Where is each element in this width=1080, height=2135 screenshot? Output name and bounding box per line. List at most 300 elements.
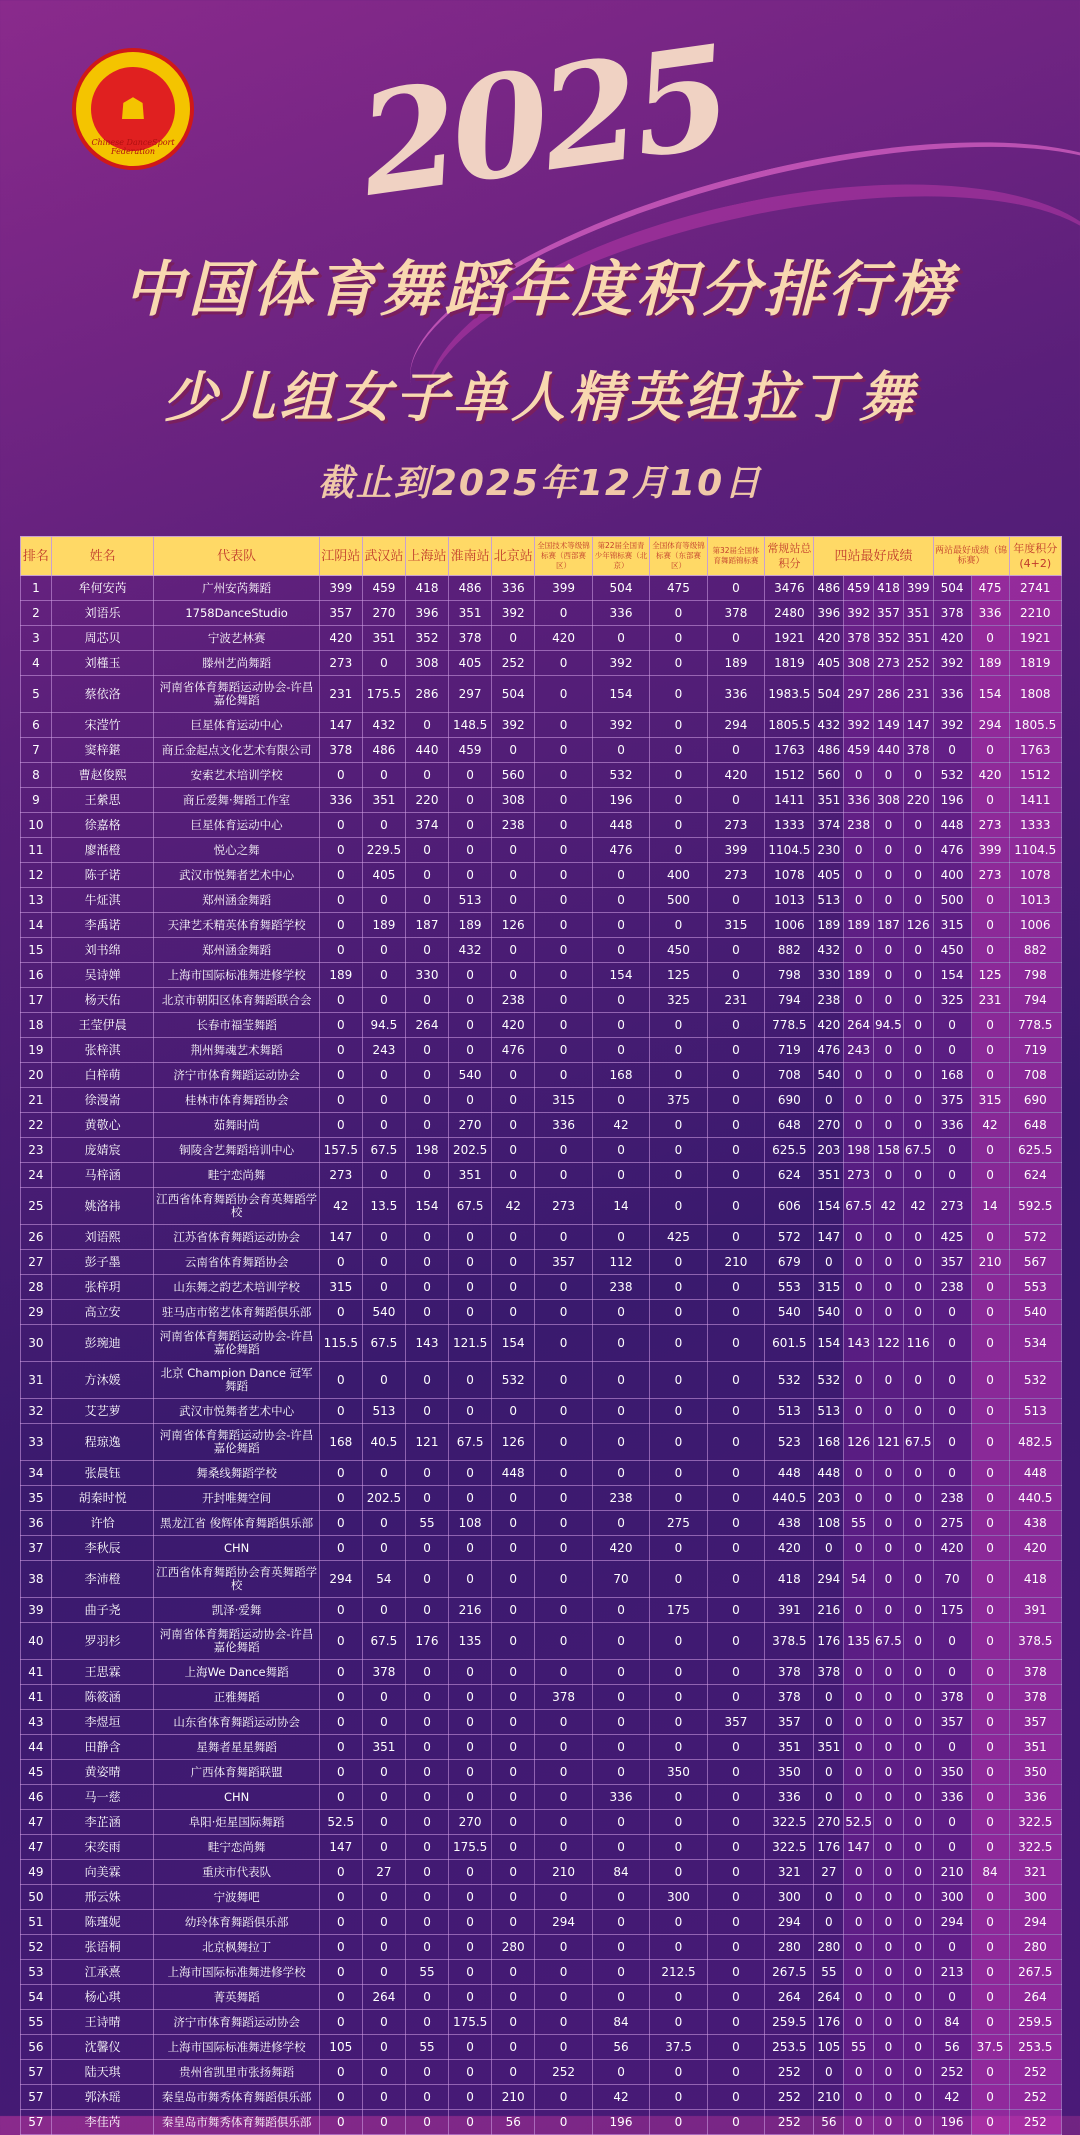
score-cell: 0 (903, 1960, 933, 1985)
table-row (21, 1399, 1062, 1424)
score-cell: 286 (405, 676, 448, 713)
team-cell: 宁波舞吧 (154, 1885, 319, 1910)
score-cell: 0 (492, 1561, 535, 1598)
score-cell: 420 (592, 1536, 649, 1561)
score-cell: 1411 (1009, 788, 1061, 813)
score-cell: 0 (592, 1685, 649, 1710)
score-cell: 504 (933, 576, 971, 601)
score-cell: 0 (707, 1860, 764, 1885)
score-cell: 0 (319, 2060, 362, 2085)
score-cell: 432 (449, 938, 492, 963)
score-cell: 0 (362, 1835, 405, 1860)
score-cell: 0 (492, 1063, 535, 1088)
score-cell: 1006 (1009, 913, 1061, 938)
score-cell: 154 (405, 1188, 448, 1225)
score-cell: 0 (650, 601, 707, 626)
score-cell: 0 (971, 1275, 1009, 1300)
score-cell: 0 (707, 1511, 764, 1536)
score-cell: 0 (535, 1063, 592, 1088)
page-subtitle: 少儿组女子单人精英组拉丁舞 (163, 366, 917, 429)
score-cell: 0 (535, 1623, 592, 1660)
score-cell: 175.5 (449, 2010, 492, 2035)
score-cell: 0 (492, 2035, 535, 2060)
score-cell: 378 (933, 601, 971, 626)
score-cell: 0 (650, 713, 707, 738)
score-cell: 0 (844, 1760, 874, 1785)
score-cell: 0 (535, 1461, 592, 1486)
score-cell: 540 (814, 1300, 844, 1325)
score-cell: 532 (933, 763, 971, 788)
score-cell: 210 (933, 1860, 971, 1885)
table-row (21, 1785, 1062, 1810)
score-cell: 0 (319, 1598, 362, 1623)
score-cell: 0 (535, 1399, 592, 1424)
score-cell: 351 (903, 626, 933, 651)
team-cell: 郑州涵金舞蹈 (154, 938, 319, 963)
score-cell: 0 (319, 2110, 362, 2135)
score-cell: 378 (765, 1685, 814, 1710)
score-cell: 420 (535, 626, 592, 651)
score-cell: 55 (844, 2035, 874, 2060)
score-cell: 315 (933, 913, 971, 938)
score-cell: 0 (874, 1835, 904, 1860)
score-cell: 624 (1009, 1163, 1061, 1188)
score-cell: 0 (971, 1424, 1009, 1461)
score-cell: 0 (535, 1163, 592, 1188)
name-cell: 李沛橙 (51, 1561, 154, 1598)
rank-cell: 36 (21, 1511, 52, 1536)
score-cell: 210 (971, 1250, 1009, 1275)
score-cell: 532 (492, 1362, 535, 1399)
score-cell: 378 (1009, 1685, 1061, 1710)
score-cell: 0 (971, 1760, 1009, 1785)
score-cell: 0 (362, 2110, 405, 2135)
score-cell: 0 (535, 763, 592, 788)
score-cell: 0 (844, 1885, 874, 1910)
score-cell: 203 (814, 1486, 844, 1511)
score-cell: 0 (492, 1399, 535, 1424)
name-cell: 周芯贝 (51, 626, 154, 651)
score-cell: 0 (844, 1113, 874, 1138)
col-best-four: 四站最好成绩 (814, 537, 933, 576)
score-cell: 0 (650, 1188, 707, 1225)
score-cell: 0 (319, 1113, 362, 1138)
table-row (21, 1685, 1062, 1710)
team-cell: 天津艺禾精英体育舞蹈学校 (154, 913, 319, 938)
score-cell: 418 (765, 1561, 814, 1598)
score-cell: 294 (765, 1910, 814, 1935)
score-cell: 189 (707, 651, 764, 676)
cutoff-date: 截止到2025年12月10日 (317, 463, 763, 504)
score-cell: 0 (449, 1461, 492, 1486)
name-cell: 牟何安芮 (51, 576, 154, 601)
table-row (21, 2110, 1062, 2135)
name-cell: 曹赵俊熙 (51, 763, 154, 788)
score-cell: 0 (874, 2085, 904, 2110)
score-cell: 0 (844, 2085, 874, 2110)
score-cell: 264 (1009, 1985, 1061, 2010)
score-cell: 0 (814, 1710, 844, 1735)
table-row (21, 1660, 1062, 1685)
score-cell: 264 (362, 1985, 405, 2010)
score-cell: 0 (903, 1163, 933, 1188)
score-cell: 0 (707, 1598, 764, 1623)
score-cell: 0 (933, 1985, 971, 2010)
name-cell: 李禹诺 (51, 913, 154, 938)
score-cell: 0 (405, 988, 448, 1013)
score-cell: 459 (362, 576, 405, 601)
score-cell: 125 (971, 963, 1009, 988)
score-cell: 0 (971, 1561, 1009, 1598)
table-row (21, 1138, 1062, 1163)
score-cell: 0 (650, 1710, 707, 1735)
table-row (21, 1561, 1062, 1598)
score-cell: 0 (971, 1486, 1009, 1511)
score-cell: 475 (650, 576, 707, 601)
score-cell: 252 (765, 2085, 814, 2110)
score-cell: 0 (707, 2060, 764, 2085)
score-cell: 0 (535, 1835, 592, 1860)
name-cell: 王莹伊晨 (51, 1013, 154, 1038)
score-cell: 0 (844, 1225, 874, 1250)
score-cell: 0 (492, 1885, 535, 1910)
score-cell: 0 (971, 2085, 1009, 2110)
score-cell: 0 (592, 1163, 649, 1188)
score-cell: 176 (814, 1623, 844, 1660)
score-cell: 1333 (765, 813, 814, 838)
score-cell: 0 (650, 651, 707, 676)
score-cell: 231 (971, 988, 1009, 1013)
score-cell: 0 (707, 1623, 764, 1660)
score-cell: 231 (319, 676, 362, 713)
score-cell: 405 (449, 651, 492, 676)
table-row (21, 963, 1062, 988)
score-cell: 0 (650, 1785, 707, 1810)
score-cell: 270 (449, 1810, 492, 1835)
team-cell: 畦宁恋尚舞 (154, 1163, 319, 1188)
score-cell: 392 (492, 713, 535, 738)
score-cell: 67.5 (903, 1138, 933, 1163)
score-cell: 0 (449, 1785, 492, 1810)
score-cell: 0 (874, 938, 904, 963)
table-row (21, 913, 1062, 938)
score-cell: 0 (405, 1660, 448, 1685)
score-cell: 300 (1009, 1885, 1061, 1910)
score-cell: 0 (362, 888, 405, 913)
score-cell: 0 (707, 1424, 764, 1461)
score-cell: 0 (405, 1935, 448, 1960)
rank-cell: 19 (21, 1038, 52, 1063)
score-cell: 168 (933, 1063, 971, 1088)
score-cell: 308 (405, 651, 448, 676)
table-row (21, 1810, 1062, 1835)
rank-cell: 54 (21, 1985, 52, 2010)
score-cell: 0 (535, 1536, 592, 1561)
team-cell: 江西省体育舞蹈协会育英舞蹈学校 (154, 1561, 319, 1598)
score-cell: 0 (844, 1785, 874, 1810)
name-cell: 邢云姝 (51, 1885, 154, 1910)
col-wuhan: 武汉站 (362, 537, 405, 576)
table-row (21, 1910, 1062, 1935)
table-row (21, 1424, 1062, 1461)
score-cell: 438 (1009, 1511, 1061, 1536)
rank-cell: 38 (21, 1561, 52, 1598)
score-cell: 399 (707, 838, 764, 863)
score-cell: 418 (874, 576, 904, 601)
score-cell: 0 (449, 1710, 492, 1735)
table-row (21, 2035, 1062, 2060)
federation-logo (72, 48, 194, 170)
score-cell: 500 (650, 888, 707, 913)
score-cell: 0 (707, 1785, 764, 1810)
score-cell: 336 (535, 1113, 592, 1138)
score-cell: 189 (844, 963, 874, 988)
score-cell: 264 (765, 1985, 814, 2010)
score-cell: 0 (903, 1860, 933, 1885)
score-cell: 252 (492, 651, 535, 676)
rank-cell: 27 (21, 1250, 52, 1275)
score-cell: 0 (405, 1362, 448, 1399)
score-cell: 0 (492, 1785, 535, 1810)
score-cell: 0 (874, 1300, 904, 1325)
score-cell: 476 (814, 1038, 844, 1063)
score-cell: 540 (765, 1300, 814, 1325)
score-cell: 0 (933, 1810, 971, 1835)
score-cell: 794 (765, 988, 814, 1013)
score-cell: 238 (844, 813, 874, 838)
score-cell: 336 (933, 1113, 971, 1138)
score-cell: 0 (707, 1486, 764, 1511)
score-cell: 351 (362, 1735, 405, 1760)
score-cell: 322.5 (1009, 1835, 1061, 1860)
score-cell: 0 (971, 1710, 1009, 1735)
score-cell: 0 (362, 1163, 405, 1188)
score-cell: 0 (405, 2085, 448, 2110)
score-cell: 0 (492, 963, 535, 988)
score-cell: 450 (933, 938, 971, 963)
score-cell: 459 (844, 576, 874, 601)
score-cell: 0 (874, 1511, 904, 1536)
score-cell: 440.5 (765, 1486, 814, 1511)
table-row (21, 626, 1062, 651)
score-cell: 0 (492, 626, 535, 651)
score-cell: 0 (592, 1623, 649, 1660)
score-cell: 0 (449, 963, 492, 988)
score-cell: 147 (319, 713, 362, 738)
page-title: 中国体育舞蹈年度积分排行榜 (124, 255, 956, 325)
score-cell: 84 (971, 1860, 1009, 1885)
score-cell: 336 (933, 1785, 971, 1810)
score-cell: 147 (319, 1225, 362, 1250)
team-cell: 江苏省体育舞蹈运动协会 (154, 1225, 319, 1250)
score-cell: 0 (535, 988, 592, 1013)
score-cell: 0 (874, 1536, 904, 1561)
score-cell: 450 (650, 938, 707, 963)
rank-cell: 1 (21, 576, 52, 601)
score-cell: 315 (971, 1088, 1009, 1113)
table-row (21, 676, 1062, 713)
score-cell: 448 (1009, 1461, 1061, 1486)
score-cell: 0 (535, 938, 592, 963)
score-cell: 0 (449, 813, 492, 838)
score-cell: 0 (362, 1710, 405, 1735)
score-cell: 0 (650, 1536, 707, 1561)
score-cell: 0 (650, 1300, 707, 1325)
score-cell: 690 (765, 1088, 814, 1113)
score-cell: 0 (319, 838, 362, 863)
score-cell: 1013 (1009, 888, 1061, 913)
score-cell: 0 (844, 1250, 874, 1275)
score-cell: 0 (971, 1685, 1009, 1710)
name-cell: 杨天佑 (51, 988, 154, 1013)
score-cell: 0 (592, 1225, 649, 1250)
table-row (21, 1461, 1062, 1486)
score-cell: 0 (362, 1461, 405, 1486)
score-cell: 0 (874, 1038, 904, 1063)
score-cell: 0 (650, 1038, 707, 1063)
score-cell: 0 (319, 1250, 362, 1275)
team-cell: 上海市国际标准舞进修学校 (154, 1960, 319, 1985)
score-cell: 0 (933, 1735, 971, 1760)
score-cell: 0 (971, 738, 1009, 763)
score-cell: 440 (405, 738, 448, 763)
score-cell: 273 (933, 1188, 971, 1225)
score-cell: 270 (362, 601, 405, 626)
score-cell: 420 (319, 626, 362, 651)
score-cell: 0 (650, 1835, 707, 1860)
score-cell: 0 (449, 1760, 492, 1785)
score-cell: 202.5 (362, 1486, 405, 1511)
score-cell: 0 (650, 1623, 707, 1660)
score-cell: 0 (903, 763, 933, 788)
score-cell: 0 (903, 2085, 933, 2110)
score-cell: 0 (903, 1013, 933, 1038)
score-cell: 0 (650, 1985, 707, 2010)
score-cell: 147 (903, 713, 933, 738)
table-row (21, 1063, 1062, 1088)
score-cell: 0 (405, 1275, 448, 1300)
score-cell: 553 (1009, 1275, 1061, 1300)
score-cell: 0 (319, 1461, 362, 1486)
score-cell: 0 (971, 1885, 1009, 1910)
score-cell: 0 (362, 938, 405, 963)
score-cell: 0 (903, 838, 933, 863)
name-cell: 向美霖 (51, 1860, 154, 1885)
team-cell: CHN (154, 1536, 319, 1561)
score-cell: 267.5 (765, 1960, 814, 1985)
table-row (21, 1038, 1062, 1063)
score-cell: 0 (903, 1685, 933, 1710)
score-cell: 0 (535, 1710, 592, 1735)
score-cell: 513 (362, 1399, 405, 1424)
score-cell: 420 (765, 1536, 814, 1561)
score-cell: 0 (650, 2085, 707, 2110)
rank-cell: 40 (21, 1623, 52, 1660)
team-cell: 幼玲体育舞蹈俱乐部 (154, 1910, 319, 1935)
score-cell: 294 (933, 1910, 971, 1935)
score-cell: 0 (319, 763, 362, 788)
score-cell: 336 (844, 788, 874, 813)
score-cell: 1104.5 (765, 838, 814, 863)
score-cell: 0 (874, 1935, 904, 1960)
score-cell: 0 (405, 1038, 448, 1063)
name-cell: 刘槿玉 (51, 651, 154, 676)
score-cell: 67.5 (844, 1188, 874, 1225)
score-cell: 378 (449, 626, 492, 651)
score-cell: 330 (405, 963, 448, 988)
score-cell: 149 (874, 713, 904, 738)
score-cell: 378 (814, 1660, 844, 1685)
name-cell: 方沐媛 (51, 1362, 154, 1399)
rank-cell: 46 (21, 1785, 52, 1810)
score-cell: 0 (874, 1735, 904, 1760)
score-cell: 0 (650, 788, 707, 813)
score-cell: 0 (933, 1325, 971, 1362)
score-cell: 297 (449, 676, 492, 713)
score-cell: 294 (535, 1910, 592, 1935)
col-national-champ: 第32届全国体育舞蹈锦标赛 (707, 537, 764, 576)
score-cell: 0 (844, 1598, 874, 1623)
score-cell: 0 (971, 1063, 1009, 1088)
score-cell: 0 (707, 2035, 764, 2060)
score-cell: 0 (874, 1960, 904, 1985)
score-cell: 321 (765, 1860, 814, 1885)
score-cell: 440 (874, 738, 904, 763)
score-cell: 0 (362, 1275, 405, 1300)
score-cell: 56 (814, 2110, 844, 2135)
score-cell: 0 (707, 738, 764, 763)
team-cell: 驻马店市铭艺体育舞蹈俱乐部 (154, 1300, 319, 1325)
score-cell: 0 (874, 2035, 904, 2060)
score-cell: 0 (874, 1399, 904, 1424)
score-cell: 513 (814, 888, 844, 913)
score-cell: 0 (535, 1038, 592, 1063)
score-cell: 0 (535, 1960, 592, 1985)
score-cell: 532 (814, 1362, 844, 1399)
score-cell: 210 (535, 1860, 592, 1885)
team-cell: 宁波艺林赛 (154, 626, 319, 651)
score-cell: 399 (319, 576, 362, 601)
score-cell: 378 (707, 601, 764, 626)
table-row (21, 1362, 1062, 1399)
score-cell: 601.5 (765, 1325, 814, 1362)
score-cell: 231 (707, 988, 764, 1013)
score-cell: 1805.5 (1009, 713, 1061, 738)
score-cell: 84 (933, 2010, 971, 2035)
rank-cell: 24 (21, 1163, 52, 1188)
score-cell: 0 (707, 2085, 764, 2110)
score-cell: 0 (492, 1300, 535, 1325)
team-cell: 山东舞之韵艺术培训学校 (154, 1275, 319, 1300)
score-cell: 2480 (765, 601, 814, 626)
rank-cell: 57 (21, 2110, 52, 2135)
name-cell: 徐嘉格 (51, 813, 154, 838)
score-cell: 0 (650, 1486, 707, 1511)
score-cell: 0 (592, 913, 649, 938)
table-row (21, 1300, 1062, 1325)
score-cell: 0 (707, 2110, 764, 2135)
score-cell: 378 (903, 738, 933, 763)
score-cell: 0 (707, 576, 764, 601)
team-cell: 滕州艺尚舞蹈 (154, 651, 319, 676)
score-cell: 448 (592, 813, 649, 838)
score-cell: 0 (492, 2010, 535, 2035)
score-cell: 273 (319, 1163, 362, 1188)
score-cell: 42 (592, 1113, 649, 1138)
score-cell: 1078 (765, 863, 814, 888)
score-cell: 0 (933, 1399, 971, 1424)
score-cell: 0 (592, 1598, 649, 1623)
